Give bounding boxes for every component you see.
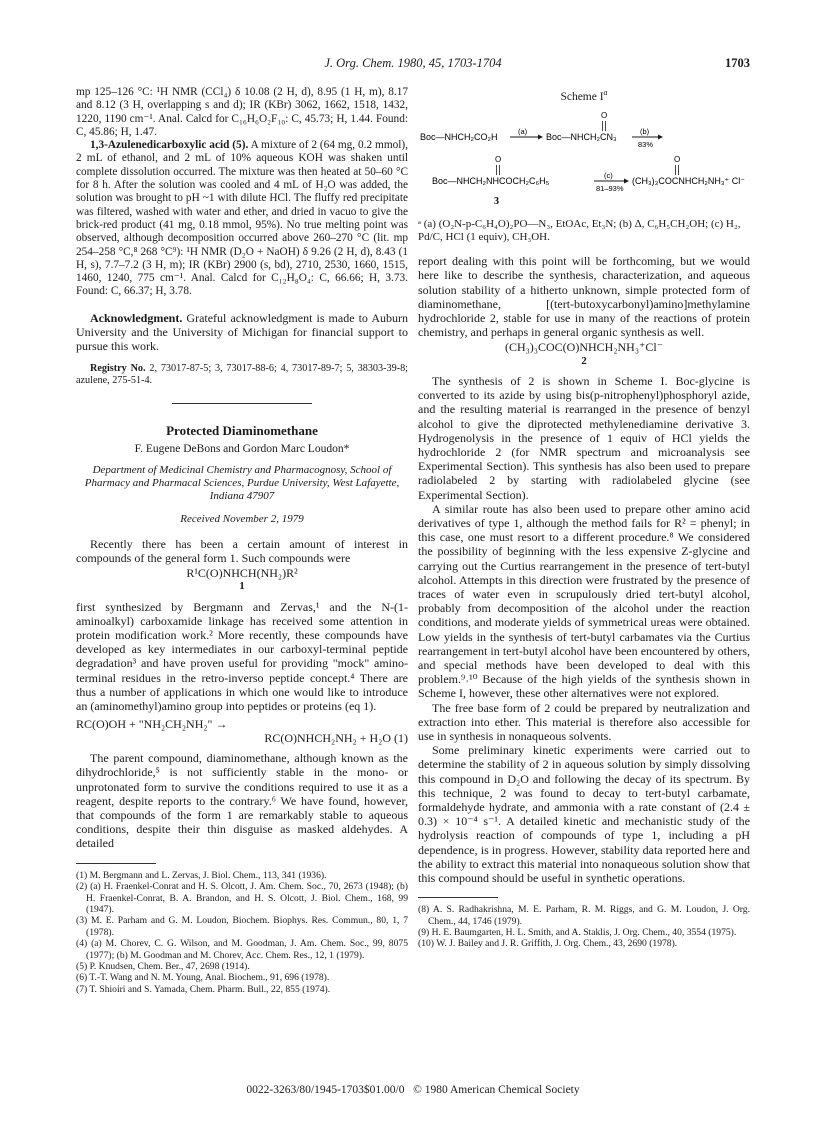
right-column — [418, 86, 750, 950]
general-formula-1: R¹C(O)NHCH(NH₂)R² — [186, 566, 298, 581]
equation-1-line-1: RC(O)OH + "NH₂CH₂NH₂" → — [76, 717, 228, 732]
footnote-rule — [418, 897, 498, 898]
formula-2: (CH₃)₃COC(O)NHCH₂NH₃⁺Cl⁻ — [504, 340, 664, 355]
synthesis-paragraph: The synthesis of 2 is shown in Scheme I. Boc-glycine is converted to its azide by using bis(p-nitrophenyl)phosphoryl azide, and the resulting material is rearranged in the presence of benzyl alcohol to give the diprotected methylenediamine derivative 3. Hydrogenolysis in the presence of 1 equiv of HCl yields the hydrochloride 2 (for NMR spectrum and microanalysis see Experimental Section). This synthesis has also been used to prepare radiolabeled 2 by starting with radiolabeled glycine (see Experimental Section). — [418, 373, 750, 502]
formula-2-number: 2 — [581, 354, 587, 367]
page-number: 1703 — [725, 56, 750, 70]
scheme-1-diagram — [418, 106, 750, 218]
continuation-paragraph: report dealing with this point will be forthcoming, but we would here like to describe the synthesis, characterization, and aqueous solution stability of a hitherto unknown, simple protected form of diaminomethane, [(tert-butoxycarbonyl)amino]methylamine hydrochloride 2, stable for use in many of the reactions of protein chemistry, and perhaps in general organic synthesis as well. — [418, 254, 750, 340]
intro-paragraph: Recently there has been a certain amount of interest in compounds of the general form 1. Such compounds were — [76, 536, 408, 565]
article-divider — [172, 403, 312, 404]
footnote: (7) T. Shioiri and S. Yamada, Chem. Pharm. Bull., 22, 855 (1974). — [76, 983, 331, 995]
registry-numbers — [76, 363, 408, 387]
article-code: 0022-3263/80/1945-1703$01.00/0 — [246, 1084, 405, 1096]
page-footer — [76, 1084, 750, 1096]
scheme-title-footnote-mark: a — [603, 88, 608, 97]
scheme-azide-o: O — [601, 111, 608, 121]
copyright: © 1980 American Chemical Society — [413, 1084, 580, 1096]
footnote: (10) W. J. Bailey and J. R. Griffith, J. Org. Chem., 43, 2690 (1978). — [418, 938, 678, 950]
equation-1-line-2: RC(O)NHCH₂NH₂ + H₂O (1) — [264, 731, 408, 746]
formula-1-number: 1 — [239, 580, 245, 593]
previous-article-data: mp 125–126 °C: ¹H NMR (CCl₄) δ 10.08 (2 H, d), 8.95 (1 H, m), 8.17 and 8.12 (3 H, overlapping s and d); IR (KBr) 3062, 1662, 1518, 1432, 1220, 1190 cm⁻¹. Anal. Calcd for C₁₆H₆O₂F₁₀: C, 45.73; H, 1.44. Found: C, 45.86; H, 1.47. — [76, 86, 408, 138]
footnote: (6) T.-T. Wang and N. M. Young, Anal. Biochem., 91, 696 (1978). — [76, 972, 330, 984]
scheme-arrowhead-c — [624, 179, 629, 184]
left-column — [76, 86, 408, 995]
scheme-title — [418, 86, 750, 104]
scheme-product-o: O — [674, 155, 681, 165]
kinetics-paragraph: Some preliminary kinetic experiments were carried out to determine the stability of 2 in aqueous solution by simply dissolving this compound in D₂O and following the decay of its spectrum. By this technique, 2 was found to decay to tert-butyl carbamate, formaldehyde hydrate, and ammonia with a rate constant of (2.4 ± 0.3) × 10⁻⁴ s⁻¹. A detailed kinetic and mechanistic study of the hydrolysis reaction of compounds of type 1, including a pH dependence, is in progress. However, stability data reported here and the ability to extract this material into nonaqueous solution show that this compound should be useful in synthetic operations. — [418, 743, 750, 886]
scheme-step-c: (c) — [604, 171, 613, 181]
scheme-arrowhead-a — [538, 135, 543, 140]
scheme-product: (CH₃)₃COCNHCH₂NH₃⁺ Cl⁻ — [632, 176, 745, 187]
left-footnotes — [76, 870, 408, 995]
footnote: (9) H. E. Baumgarten, H. L. Smith, and A. Staklis, J. Org. Chem., 40, 3554 (1975). — [418, 927, 737, 939]
azulene-paragraph — [76, 139, 408, 299]
footnote: (8) A. S. Radhakrishna, M. E. Parham, R. M. Riggs, and G. M. Loudon, J. Org. Chem., 44, 1746 (1979). — [418, 904, 750, 927]
scheme-compound-3-label: 3 — [494, 196, 499, 208]
scheme-intermediate: Boc—NHCH₂NHCOCH₂C₆H₅ — [432, 176, 550, 187]
author-affiliation: Department of Medicinal Chemistry and Pharmacognosy, School of Pharmacy and Pharmacal Sciences, Purdue University, West Lafayette, Indiana 47907 — [84, 464, 400, 503]
footnote: (4) (a) M. Chorev, C. G. Wilson, and M. Goodman, J. Am. Chem. Soc., 99, 8075 (1977); (b) M. Goodman and M. Chorev, Acc. Chem. Res., 12, 1 (1979). — [76, 938, 408, 961]
journal-reference: J. Org. Chem. 1980, 45, 1703-1704 — [324, 56, 502, 70]
similar-route-paragraph: A similar route has also been used to prepare other amino acid derivatives of type 1, although the method fails for R² = phenyl; in this case, one must resort to a different procedure.⁸ We considered the possibility of beginning with the less expensive Z-glycine and carrying out the Curtius rearrangement in the presence of tert-butyl alcohol. Attempts in this direction were frustrated by the presence of traces of water even in scrupulously dried tert-butyl alcohol, probably from decomposition of the alcohol under the reaction conditions, and moderate yields of symmetrical ureas were obtained. Low yields in the synthesis of tert-butyl carbamates via the Curtius rearrangement in tert-butyl alcohol have been encountered by others, and special methods have been developed to deal with this problem.⁹˒¹⁰ Because of the high yields of the synthesis shown in Scheme I, however, these other alternatives were not explored. — [418, 501, 750, 701]
azulene-heading: 1,3-Azulenedicarboxylic acid (5). — [90, 139, 249, 152]
right-footnotes — [418, 904, 750, 950]
scheme-step-a: (a) — [518, 127, 528, 137]
received-date: Received November 2, 1979 — [180, 513, 304, 526]
article-authors: F. Eugene DeBons and Gordon Marc Loudon* — [134, 443, 350, 456]
scheme-yield-c: 81–93% — [596, 184, 624, 194]
azulene-text: A mixture of 2 (64 mg, 0.2 mmol), 2 mL of ethanol, and 2 mL of 10% aqueous KOH was shaken until complete dissolution occurred. The mixture was then heated at 50–60 °C for 8 h. After the solution was cooled and 4 mL of H₂O was added, the solution was brought to pH ~1 with dilute HCl. The fluffy red precipitate was filtered, washed with water and ether, and dried in vacuo to give the brick-red product (41 mg, 0.18 mmol, 95%). No true melting point was observed, although decomposition occurred above 260–270 °C (lit. mp 254–258 °C,⁸ 268 °C⁹): ¹H NMR (D₂O + NaOH) δ 9.26 (2 H, d), 8.43 (1 H, s), 7.7–7.2 (3 H, m); IR (KBr) 2900 (s, bd), 2710, 2530, 1660, 1515, 1460, 1240, 775 cm⁻¹. Anal. Calcd for C₁₂H₈O₄: C, 66.66; H, 3.73. Found: C, 66.37; H, 3.78. — [76, 139, 409, 298]
diaminomethane-paragraph: The parent compound, diaminomethane, although known as the dihydrochloride,⁵ is not sufficiently stable in the mono- or unprotonated form to survive the conditions required to use it as a reagent, despite reports to the contrary.⁶ We have found, however, that compounds of the form 1 are remarkably stable to aqueous conditions, despite their thin disguise as masked aldehydes. A detailed — [76, 751, 408, 851]
scheme-reactant: Boc—NHCH₂CO₂H — [420, 132, 498, 143]
footnote: (2) (a) H. Fraenkel-Conrat and H. S. Olcott, J. Am. Chem. Soc., 70, 2673 (1948); (b) H. Fraenkel-Conrat, B. A. Brandon, and H. S. Olcott, J. Biol. Chem., 168, 99 (1947). — [76, 881, 408, 915]
history-paragraph: first synthesized by Bergmann and Zervas,¹ and the N-(1-aminoalkyl) carboxamide linkage has received some attention in protein modification work.² More recently, these compounds have developed as key intermediates in our carboxyl-terminal peptide degradation³ and have proven useful for providing "mock" amino-terminal residues in the retro-inverso peptide concept.⁴ There are thus a number of applications in which one would like to introduce an (aminomethyl)amino group into peptides or proteins (eq 1). — [76, 599, 408, 714]
scheme-step-b: (b) — [640, 127, 650, 137]
scheme-title-text: Scheme I — [560, 90, 604, 103]
scheme-intermediate-o: O — [495, 155, 502, 165]
footnote: (5) P. Knudsen, Chem. Ber., 47, 2698 (1914). — [76, 960, 250, 972]
scheme-yield-b: 83% — [638, 140, 654, 150]
registry-text: 2, 73017-87-5; 3, 73017-88-6; 4, 73017-89-7; 5, 38303-39-8; azulene, 275-51-4. — [76, 362, 409, 386]
ack-label: Acknowledgment. — [90, 310, 183, 325]
footnote-rule — [76, 863, 156, 864]
article-title: Protected Diaminomethane — [166, 422, 318, 438]
scheme-azide: Boc—NHCH₂CN₃ — [546, 132, 617, 143]
running-header — [76, 56, 750, 74]
scheme-footnote: ᵃ (a) (O₂N-p-C₆H₄O)₂PO—N₃, EtOAc, Et₃N; (b) Δ, C₆H₅CH₂OH; (c) H₂, Pd/C, HCl (1 equiv), CH₃OH. — [418, 218, 741, 244]
footnote: (1) M. Bergmann and L. Zervas, J. Biol. Chem., 113, 341 (1936). — [76, 869, 327, 881]
registry-label: Registry No. — [90, 362, 146, 374]
footnote: (3) M. E. Parham and G. M. Loudon, Biochem. Biophys. Res. Commun., 80, 1, 7 (1978). — [76, 915, 408, 938]
acknowledgment — [76, 311, 408, 353]
equation-1 — [76, 717, 408, 745]
ack-text: Grateful acknowledgment is made to Auburn University and the University of Michigan for financial support to pursue this work. — [76, 310, 408, 353]
free-base-paragraph: The free base form of 2 could be prepared by neutralization and extraction into ether. This material is therefore also accessible for use in synthesis in nonaqueous solvents. — [418, 700, 750, 744]
scheme-arrowhead-b — [658, 135, 663, 140]
